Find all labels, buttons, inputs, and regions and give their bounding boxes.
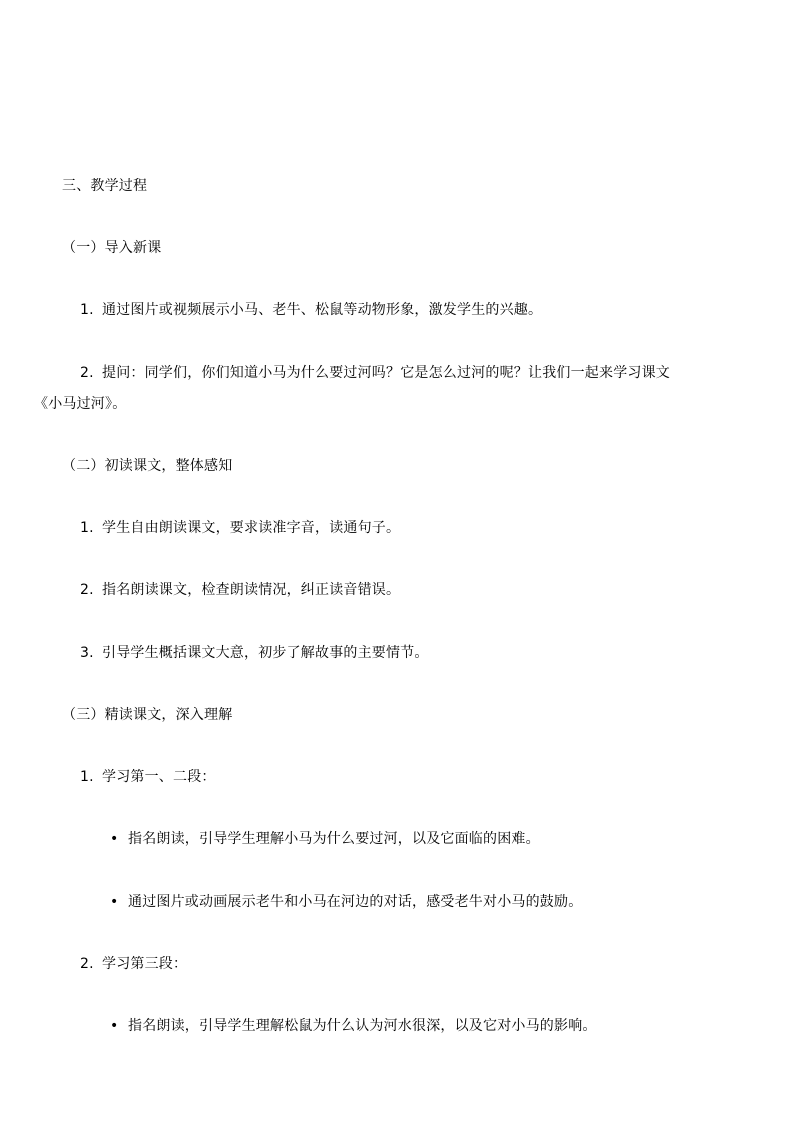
item-text: 引导学生概括课文大意，初步了解故事的主要情节。 bbox=[102, 645, 429, 661]
bullet-item bbox=[110, 1016, 597, 1036]
part2-heading: （二）初读课文，整体感知 bbox=[62, 458, 233, 474]
list-item bbox=[80, 300, 542, 320]
bullet-text: 通过图片或动画展示老牛和小马在河边的对话，感受老牛对小马的鼓励。 bbox=[128, 894, 583, 910]
section-heading: 三、教学过程 bbox=[62, 178, 148, 194]
item-number: 3. bbox=[80, 645, 94, 661]
bullet-icon: • bbox=[110, 831, 119, 847]
list-item bbox=[80, 580, 400, 600]
part3-heading: （三）精读课文，深入理解 bbox=[62, 707, 233, 723]
bullet-icon: • bbox=[110, 1018, 119, 1034]
list-item bbox=[80, 954, 187, 974]
item-number: 1. bbox=[80, 769, 94, 785]
item-number: 2. bbox=[80, 582, 94, 598]
item-number: 2. bbox=[80, 956, 94, 972]
item-text: 通过图片或视频展示小马、老牛、松鼠等动物形象，激发学生的兴趣。 bbox=[102, 302, 543, 318]
bullet-item bbox=[110, 892, 582, 912]
item-text: 提问：同学们，你们知道小马为什么要过河吗？它是怎么过河的呢？让我们一起来学习课文 bbox=[102, 365, 670, 381]
item-number: 1. bbox=[80, 520, 94, 536]
bullet-text: 指名朗读，引导学生理解小马为什么要过河，以及它面临的困难。 bbox=[128, 831, 540, 847]
item-text: 指名朗读课文，检查朗读情况，纠正读音错误。 bbox=[102, 582, 401, 598]
list-item bbox=[80, 767, 216, 787]
list-item bbox=[80, 363, 670, 383]
part1-heading: （一）导入新课 bbox=[62, 240, 162, 256]
item-text: 学习第三段： bbox=[102, 956, 188, 972]
item-number: 1. bbox=[80, 302, 94, 318]
bullet-text: 指名朗读，引导学生理解松鼠为什么认为河水很深，以及它对小马的影响。 bbox=[128, 1018, 597, 1034]
list-item bbox=[80, 518, 400, 538]
item-text: 学习第一、二段： bbox=[102, 769, 216, 785]
list-item bbox=[80, 643, 429, 663]
item-text: 学生自由朗读课文，要求读准字音，读通句子。 bbox=[102, 520, 401, 536]
bullet-icon: • bbox=[110, 894, 119, 910]
item-number: 2. bbox=[80, 365, 94, 381]
item-continuation: 《小马过河》。 bbox=[34, 396, 127, 412]
bullet-item bbox=[110, 829, 540, 849]
